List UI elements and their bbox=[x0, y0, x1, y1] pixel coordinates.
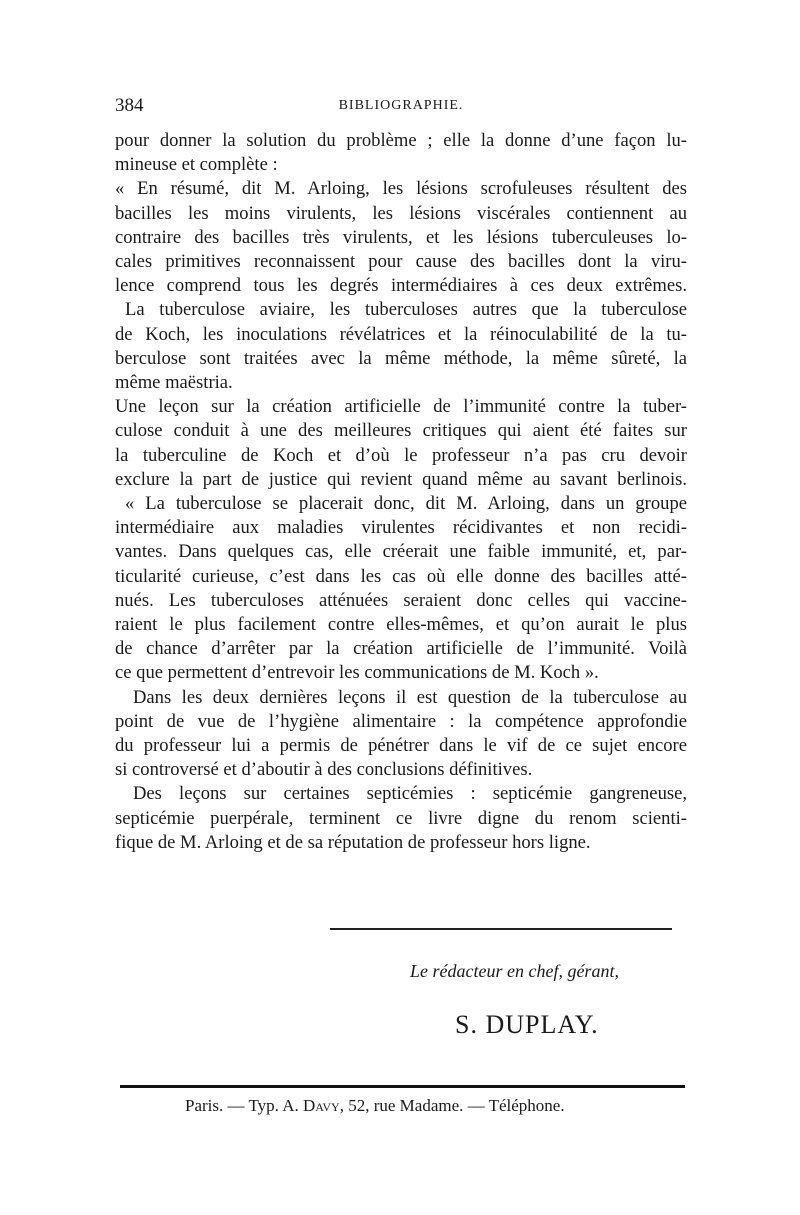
text-line: de chance d’arrêter par la création artificielle de l’immunité. Voilà bbox=[115, 638, 687, 660]
text-line: Une leçon sur la création artificielle de l’immunité contre la tuber- bbox=[115, 396, 687, 418]
divider-rule bbox=[330, 928, 672, 930]
text-line: berculose sont traitées avec la même méthode, la même sûreté, la bbox=[115, 347, 687, 369]
text-line: pour donner la solution du problème ; elle la donne d’une façon lu- bbox=[115, 130, 687, 151]
text-line: raient le plus facilement contre elles-mêmes, et qu’on aurait le plus bbox=[115, 614, 687, 636]
text-line: bacilles les moins virulents, les lésions viscérales contiennent au bbox=[115, 202, 687, 224]
text-line: la tuberculine de Koch et d’où le professeur n’a pas cru devoir bbox=[115, 444, 687, 466]
text-line: « La tuberculose se placerait donc, dit M. Arloing, dans un groupe bbox=[125, 493, 687, 515]
running-title: BIBLIOGRAPHIE. bbox=[338, 98, 464, 113]
text-line: lence comprend tous les degrés intermédiaires à ces deux extrêmes. bbox=[115, 275, 687, 297]
text-line: cales primitives reconnaissent pour cause des bacilles dont la viru- bbox=[115, 251, 687, 273]
text-line: ticularité curieuse, c’est dans les cas où elle donne des bacilles atté- bbox=[115, 565, 687, 587]
text-line: Dans les deux dernières leçons il est question de la tuberculose au bbox=[133, 686, 687, 708]
imprint-printer: Davy bbox=[302, 1096, 340, 1115]
text-line: si controversé et d’aboutir à des conclusions définitives. bbox=[115, 759, 533, 781]
text-line: ce que permettent d’entrevoir les communications de M. Koch ». bbox=[115, 662, 599, 684]
text-line: septicémie puerpérale, terminent ce livre digne du renom scienti- bbox=[115, 807, 687, 829]
footer-rule bbox=[120, 1085, 685, 1088]
text-line: culose conduit à une des meilleures critiques qui aient été faites sur bbox=[115, 420, 687, 442]
text-line: contraire des bacilles très virulents, et les lésions tuberculeuses lo- bbox=[115, 226, 687, 248]
text-line: mineuse et complète : bbox=[115, 154, 278, 176]
editor-name: S. DUPLAY. bbox=[455, 1010, 599, 1039]
text-line: « En résumé, dit M. Arloing, les lésions scrofuleuses résultent des bbox=[115, 178, 687, 200]
text-line: intermédiaire aux maladies virulentes récidivantes et non recidi- bbox=[115, 517, 687, 539]
editor-role: Le rédacteur en chef, gérant, bbox=[410, 961, 619, 981]
imprint-suffix: , 52, rue Madame. — Téléphone. bbox=[339, 1096, 565, 1115]
body-text bbox=[115, 129, 687, 855]
text-line: exclure la part de justice qui revient quand même au savant berlinois. bbox=[115, 468, 687, 490]
page-number: 384 bbox=[115, 95, 144, 116]
text-line: fique de M. Arloing et de sa réputation de professeur hors ligne. bbox=[115, 831, 591, 853]
text-line: du professeur lui a permis de pénétrer dans le vif de ce sujet encore bbox=[115, 735, 687, 757]
text-line: nués. Les tuberculoses atténuées seraient donc celles qui vaccine- bbox=[115, 589, 687, 611]
text-line: La tuberculose aviaire, les tuberculoses autres que la tuberculose bbox=[125, 299, 687, 321]
page bbox=[115, 95, 687, 855]
text-line: même maëstria. bbox=[115, 372, 233, 394]
text-line: vantes. Dans quelques cas, elle créerait une faible immunité, et, par- bbox=[115, 541, 687, 563]
text-line: de Koch, les inoculations révélatrices et la réinoculabilité de la tu- bbox=[115, 323, 687, 345]
text-line: point de vue de l’hygiène alimentaire : la compétence approfondie bbox=[115, 710, 687, 732]
imprint bbox=[185, 1096, 565, 1116]
text-line: Des leçons sur certaines septicémies : septicémie gangreneuse, bbox=[133, 783, 687, 805]
running-head bbox=[115, 95, 687, 121]
imprint-prefix: Paris. — Typ. A. bbox=[185, 1096, 299, 1115]
